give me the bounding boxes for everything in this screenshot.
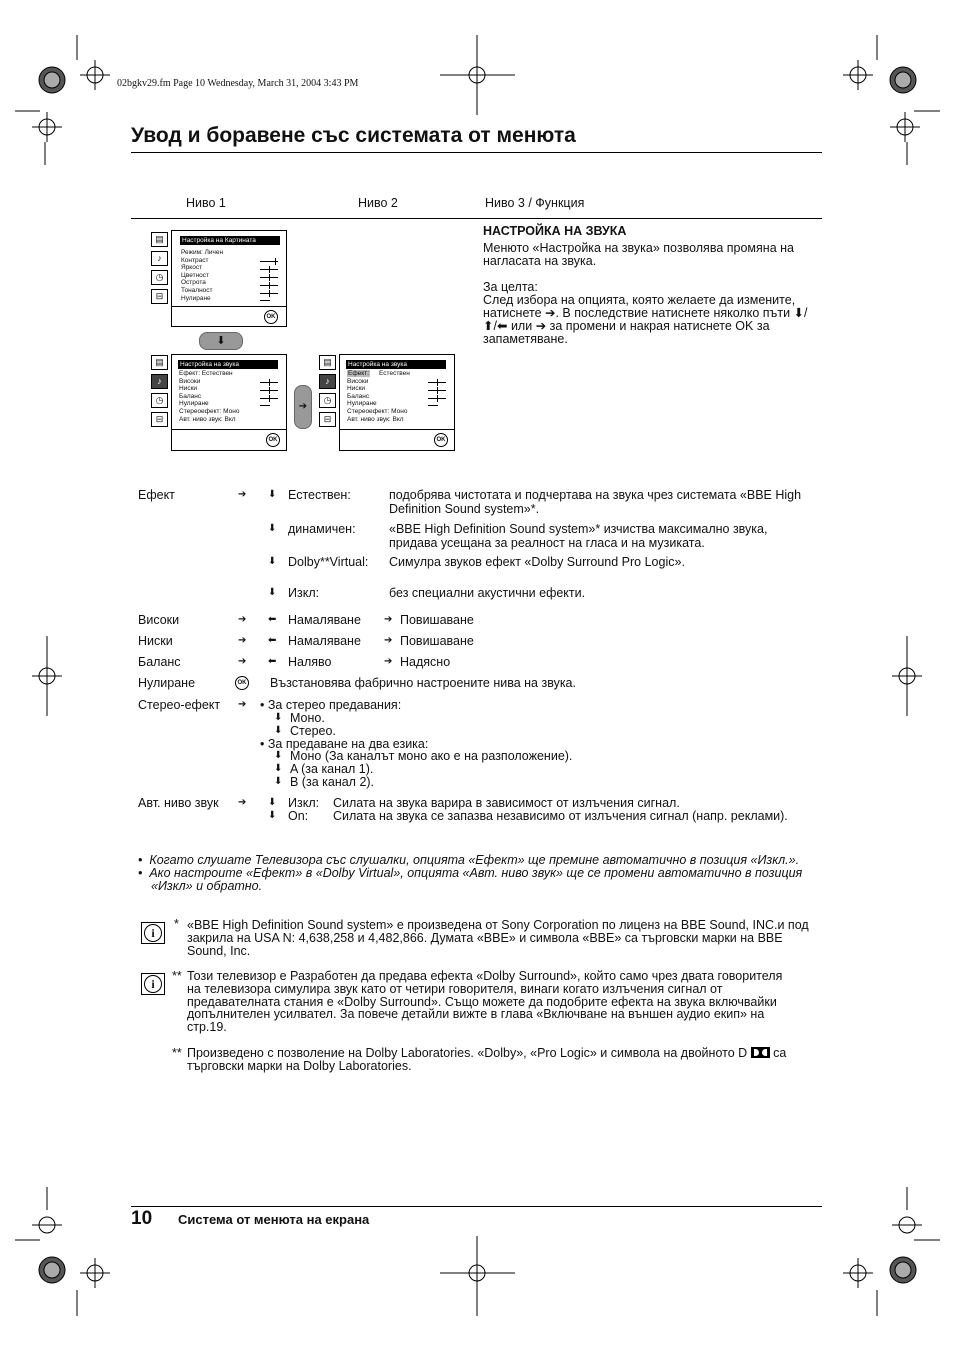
arrow-down-icon: ⬇ <box>268 587 277 598</box>
arrow-right-icon: ➔ <box>535 319 547 333</box>
menu-item[interactable]: Авт. ниво звук: Вкл <box>179 415 236 423</box>
picture-menu-title: Настройка на Картината <box>180 236 280 245</box>
avl-on-name: On: <box>288 809 309 823</box>
footnote-mark: * <box>174 917 179 931</box>
column-level3: Ниво 3 / Функция <box>485 196 585 210</box>
column-level1: Ниво 1 <box>186 196 226 210</box>
menu-item[interactable]: Контраст <box>181 256 209 264</box>
arrow-right-icon: ➔ <box>384 635 393 646</box>
avl-off-desc: Силата на звука варира в зависимост от излъчения сигнал. <box>333 796 680 810</box>
arrow-right-icon: ➔ <box>384 656 393 667</box>
avl-label: Авт. ниво звук <box>138 796 219 810</box>
picture-menu-panel <box>171 230 287 327</box>
right-arrow-icon: ➔ <box>294 385 312 429</box>
menu-item[interactable]: Баланс <box>179 392 202 400</box>
footnote-line: «BBE High Definition Sound system» е произведена от Sony Corporation по лиценз на BBE Sound, INC.и под <box>187 918 809 932</box>
footnote-line: закрила на USA N: 4,638,258 и 4,482,866. Думата «BBE» и символа «BBE» са търговски марки на BBE <box>187 931 783 945</box>
menu-item[interactable]: Ниски <box>179 385 198 393</box>
header-rule <box>131 218 822 219</box>
footnote-line: стр.19. <box>187 1020 227 1034</box>
arrow-right-icon: ➔ <box>238 614 247 625</box>
bass-increase: Повишаване <box>400 634 474 648</box>
reset-label: Нулиране <box>138 676 196 690</box>
stereo-bullet: • За предаване на два езика: <box>260 737 429 751</box>
setup-menu-icon[interactable]: ⊟ <box>151 412 168 427</box>
slider-icon <box>428 382 446 383</box>
note: • Когато слушате Телевизора със слушалки, опцията «Ефект» ще премине автоматично в позиция «Изкл.». <box>138 853 800 867</box>
arrow-right-icon: ➔ <box>545 306 556 320</box>
arrow-up-icon: ⬆ <box>483 319 494 333</box>
sound-setup-goal: За целта: <box>483 280 538 294</box>
sound-menu-icon[interactable]: ♪ <box>151 251 168 266</box>
effect-option-desc: Definition Sound system»*. <box>389 502 540 516</box>
effect-option-name: Естествен: <box>288 488 351 502</box>
arrow-down-icon: ⬇ <box>268 797 277 808</box>
arrow-right-icon: ➔ <box>384 614 393 625</box>
menu-item[interactable]: Режим: Личен <box>181 249 224 256</box>
menu-divider <box>172 306 286 307</box>
footnote-mark: ** <box>172 969 182 983</box>
arrow-down-icon: ⬇ <box>274 712 283 723</box>
menu-item[interactable]: Високи <box>179 377 201 385</box>
balance-label: Баланс <box>138 655 181 669</box>
setup-menu-icon[interactable]: ⊟ <box>319 412 336 427</box>
ok-button-icon: OK <box>235 676 249 690</box>
avl-on-desc: Силата на звука се запазва независимо от излъчения сигнал (напр. реклами). <box>333 809 788 823</box>
menu-item[interactable]: Тоналност <box>181 286 213 294</box>
slider-icon <box>260 269 278 270</box>
ok-button-icon: OK <box>264 310 278 324</box>
menu-item[interactable]: Нулиране <box>179 400 209 408</box>
treble-increase: Повишаване <box>400 613 474 627</box>
effect-option-name: динамичен: <box>288 522 356 536</box>
stereo-bullet: • За стерео предавания: <box>260 698 402 712</box>
arrow-left-icon: ⬅ <box>496 319 508 333</box>
menu-item[interactable]: Ефект: Естествен <box>179 370 233 377</box>
sound-setup-step: запаметяване. <box>483 332 568 346</box>
arrow-right-icon: ➔ <box>238 699 247 710</box>
note-continuation: «Изкл» и обратно. <box>151 879 263 893</box>
footer-section: Система от менюта на екрана <box>178 1212 370 1227</box>
slider-icon <box>260 277 278 278</box>
footnote-line: предавателната стания е «Dolby Surround». Също можете да подобрите ефекта на звука включвайки <box>187 995 777 1009</box>
menu-item[interactable]: Яркост <box>181 264 203 272</box>
effect-option-desc: «BBE High Definition Sound system»* изчиства максимално звука, <box>389 522 768 536</box>
picture-menu-icon[interactable]: ▤ <box>151 232 168 247</box>
effect-label-highlighted: Ефект: <box>348 370 369 377</box>
slider-icon <box>428 390 446 391</box>
slider-icon <box>260 285 278 286</box>
slider-icon <box>260 261 278 262</box>
arrow-down-icon: ⬇ <box>274 725 283 736</box>
menu-item[interactable]: Острота <box>181 279 206 287</box>
slider-icon <box>260 398 278 399</box>
effect-option-desc: придава усещана за реалност на гласа и на музиката. <box>389 536 705 550</box>
slider-icon <box>428 398 446 399</box>
slider-icon <box>260 382 278 383</box>
menu-item[interactable]: Нулиране <box>347 400 377 408</box>
sound-setup-description <box>483 225 823 346</box>
footnote-mark: ** <box>172 1046 182 1060</box>
menu-item[interactable]: Стереоефект: Моно <box>347 407 408 415</box>
stereo-label: Стерео-ефект <box>138 698 221 712</box>
menu-divider <box>172 429 286 430</box>
timer-menu-icon[interactable]: ◷ <box>151 393 168 408</box>
arrow-down-icon: ⬇ <box>268 489 277 500</box>
sound-menu-icon[interactable]: ♪ <box>151 374 168 389</box>
footnote-line: Sound, Inc. <box>187 944 251 958</box>
page-number: 10 <box>131 1208 153 1229</box>
sound-setup-desc-line: Менюто «Настройка на звука» позволява промяна на <box>483 241 794 255</box>
dolby-logo-icon <box>751 1047 770 1058</box>
ok-button-icon: OK <box>434 433 448 447</box>
arrow-left-icon: ⬅ <box>268 635 277 646</box>
sound-setup-step: След избора на опцията, която желаете да измените, <box>483 293 796 307</box>
sound-menu-items <box>179 370 239 423</box>
sound-setup-desc-line: нагласата на звука. <box>483 254 597 268</box>
arrow-left-icon: ⬅ <box>268 614 277 625</box>
balance-right: Надясно <box>400 655 451 669</box>
info-icon: i <box>141 973 165 995</box>
slider-icon <box>428 405 438 406</box>
arrow-right-icon: ➔ <box>238 797 247 808</box>
timer-menu-icon[interactable]: ◷ <box>151 270 168 285</box>
ok-button-icon: OK <box>266 433 280 447</box>
stereo-option: Стерео. <box>290 724 336 738</box>
stereo-option: B (за канал 2). <box>290 775 375 789</box>
slider-icon <box>260 293 278 294</box>
effect-option-desc: Симулра звуков ефект «Dolby Surround Pro Logic». <box>389 555 685 569</box>
sound-menu-icon[interactable]: ♪ <box>319 374 336 389</box>
footnote-line: Произведено с позволение на Dolby Laboratories. «Dolby», «Pro Logic» и символа на двойното D са <box>187 1046 787 1060</box>
sound-menu-panel <box>171 354 287 451</box>
treble-label: Високи <box>138 613 180 627</box>
menu-item[interactable]: Високи <box>347 377 369 385</box>
avl-off-name: Изкл: <box>288 796 320 810</box>
arrow-down-icon: ⬇ <box>274 750 283 761</box>
setup-menu-icon[interactable]: ⊟ <box>151 289 168 304</box>
footnote-line: допълнителен усилвател. За повече детайли вижте в глава «Включване на външен аудио екип» на <box>187 1007 765 1021</box>
arrow-right-icon: ➔ <box>238 489 247 500</box>
menu-divider <box>340 429 454 430</box>
arrow-down-icon: ⬇ <box>268 556 277 567</box>
effect-option-desc: без специални акустични ефекти. <box>389 586 586 600</box>
effect-option-name: Изкл: <box>288 586 320 600</box>
sound-menu-items <box>347 370 410 423</box>
footnote-line: Този телевизор е Разработен да предава ефекта «Dolby Surround», който само чрез двата говорителя <box>187 969 783 983</box>
title-rule <box>131 152 822 153</box>
bass-decrease: Намаляване <box>288 634 361 648</box>
menu-item[interactable]: Ниски <box>347 385 366 393</box>
slider-icon <box>260 390 278 391</box>
down-arrow-icon: ⬇ <box>199 332 243 350</box>
stereo-option: Моно. <box>290 711 325 725</box>
effect-option-desc: подобрява чистотата и подчертава на звука чрез системата «BBE High <box>389 488 802 502</box>
footer-rule <box>131 1206 822 1207</box>
arrow-left-icon: ⬅ <box>268 656 277 667</box>
sound-menu-title: Настройка на звука <box>178 360 278 369</box>
arrow-right-icon: ➔ <box>238 656 247 667</box>
arrow-right-icon: ➔ <box>238 635 247 646</box>
timer-menu-icon[interactable]: ◷ <box>319 393 336 408</box>
menu-item-effect[interactable] <box>347 370 410 378</box>
menu-item[interactable]: Стереоефект: Моно <box>179 407 240 415</box>
column-level2: Ниво 2 <box>358 196 398 210</box>
sound-setup-step: натиснете ➔. В последствие натиснете няколко пъти ⬇/ <box>483 306 808 320</box>
effect-option-name: Dolby**Virtual: <box>288 555 369 569</box>
reset-desc: Възстановява фабрично настроените нива на звука. <box>270 676 576 690</box>
arrow-down-icon: ⬇ <box>268 523 277 534</box>
file-stamp: 02bgkv29.fm Page 10 Wednesday, March 31, 2004 3:43 PM <box>117 78 359 89</box>
picture-menu-icon[interactable]: ▤ <box>319 355 336 370</box>
balance-left: Наляво <box>288 655 332 669</box>
stereo-option: A (за канал 1). <box>290 762 374 776</box>
footnote-line: на телевизора симулира звук като от четири говорителя, винаги когато излъчения сигнал от <box>187 982 723 996</box>
menu-item[interactable]: Нулиране <box>181 294 211 302</box>
arrow-down-icon: ⬇ <box>274 763 283 774</box>
effect-value: Естествен <box>379 370 410 377</box>
note: • Ако настроите «Ефект» в «Dolby Virtual», опцията «Авт. ниво звук» ще се промени автоматично в позиция <box>138 866 803 880</box>
bass-label: Ниски <box>138 634 173 648</box>
slider-icon <box>260 300 270 301</box>
menu-item[interactable]: Баланс <box>347 392 370 400</box>
treble-decrease: Намаляване <box>288 613 361 627</box>
info-icon: i <box>141 922 165 944</box>
slider-icon <box>260 405 270 406</box>
page-title: Увод и боравене със системата от менюта <box>131 124 576 147</box>
picture-menu-icon[interactable]: ▤ <box>151 355 168 370</box>
sound-effect-menu-panel <box>339 354 455 451</box>
sound-setup-heading: НАСТРОЙКА НА ЗВУКА <box>483 224 627 238</box>
picture-menu-items <box>181 249 223 302</box>
footnote-line: търговски марки на Dolby Laboratories. <box>187 1059 412 1073</box>
stereo-option: Моно (За каналът моно ако е на разположение). <box>290 749 573 763</box>
sound-menu-title: Настройка на звука <box>346 360 446 369</box>
sound-setup-step: ⬆/⬅ или ➔ за промени и накрая натиснете OK за <box>483 319 770 333</box>
menu-item[interactable]: Авт. ниво звук: Вкл <box>347 415 404 423</box>
arrow-down-icon: ⬇ <box>274 776 283 787</box>
effect-label: Ефект <box>138 488 175 502</box>
menu-item[interactable]: Цветност <box>181 271 209 279</box>
arrow-down-icon: ⬇ <box>793 306 805 320</box>
arrow-down-icon: ⬇ <box>268 810 277 821</box>
